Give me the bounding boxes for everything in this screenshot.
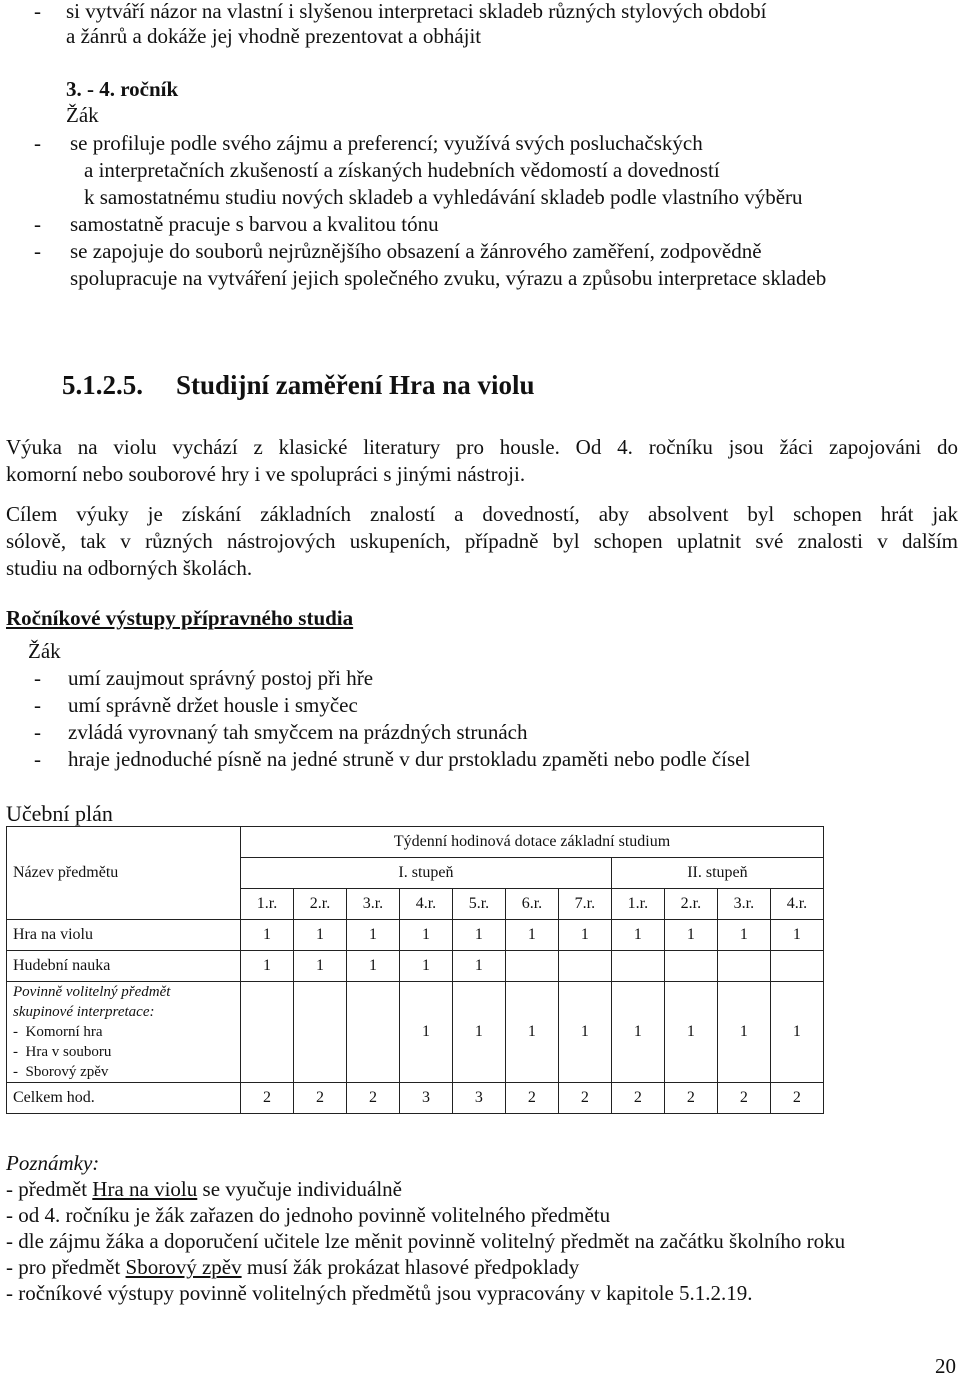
subject-header: Název předmětu xyxy=(13,864,119,881)
hours-cell xyxy=(241,982,294,1083)
hours-cell xyxy=(770,951,823,982)
hours-cell: 1 xyxy=(717,920,770,951)
total-cell: 2 xyxy=(505,1083,558,1114)
total-cell: 2 xyxy=(717,1083,770,1114)
note-text: - předmět xyxy=(6,1177,93,1201)
year-header: 3.r. xyxy=(346,889,399,920)
year-header: 4.r. xyxy=(399,889,452,920)
hours-cell: 1 xyxy=(717,982,770,1083)
list-dash: - xyxy=(34,212,41,236)
note-3: - dle zájmu žáka a doporučení učitele lze měnit povinně volitelný předmět na začátku školního roku xyxy=(6,1229,846,1253)
stage-1-header: I. stupeň xyxy=(241,858,612,889)
elective-option-label: Sborový zpěv xyxy=(25,1064,109,1080)
year-header: 4.r. xyxy=(770,889,823,920)
elective-option xyxy=(13,1022,238,1042)
outcome-3-line-1: se zapojuje do souborů nejrůznějšího obsazení a žánrového zaměření, zodpovědně xyxy=(70,239,762,263)
list-dash: - xyxy=(34,131,41,155)
outcome-3-line-2: spolupracuje na vytváření jejich společného zvuku, výrazu a způsobu interpretace skladeb xyxy=(70,266,827,290)
prep-title: Ročníkové výstupy přípravného studia xyxy=(6,606,354,630)
hours-cell: 1 xyxy=(558,920,611,951)
paragraph-2-line-1: Cílem výuky je získání základních znalostí a dovedností, aby absolvent byl schopen hrát jak xyxy=(6,502,958,526)
notes-title: Poznámky: xyxy=(6,1151,100,1175)
total-cell: 3 xyxy=(452,1083,505,1114)
list-dash: - xyxy=(34,747,41,771)
table-row xyxy=(7,920,824,951)
outcome-1-line-2: a interpretačních zkušeností a získaných hudebních vědomostí a dovedností xyxy=(84,158,720,182)
paragraph-2-line-3: studiu na odborných školách. xyxy=(6,556,253,580)
list-dash: - xyxy=(34,720,41,744)
hours-cell: 1 xyxy=(452,951,505,982)
hours-cell: 1 xyxy=(611,982,664,1083)
hours-cell: 1 xyxy=(452,920,505,951)
student-label: Žák xyxy=(66,103,99,127)
list-dash: - xyxy=(34,693,41,717)
year-header: 1.r. xyxy=(241,889,294,920)
total-label: Celkem hod. xyxy=(7,1083,241,1114)
intro-line-1: si vytváří názor na vlastní i slyšenou interpretaci skladeb různých stylových období xyxy=(66,0,767,23)
list-dash: - xyxy=(34,666,41,690)
total-cell: 2 xyxy=(558,1083,611,1114)
total-cell: 2 xyxy=(293,1083,346,1114)
year-header: 6.r. xyxy=(505,889,558,920)
year-header: 3.r. xyxy=(717,889,770,920)
hours-cell: 1 xyxy=(241,951,294,982)
hours-cell: 1 xyxy=(770,982,823,1083)
subject-name: Hra na violu xyxy=(7,920,241,951)
hours-cell xyxy=(611,951,664,982)
page-number: 20 xyxy=(935,1354,956,1378)
outcome-2: samostatně pracuje s barvou a kvalitou tónu xyxy=(70,212,439,236)
total-cell: 2 xyxy=(241,1083,294,1114)
stage-2-header: II. stupeň xyxy=(611,858,823,889)
hours-cell xyxy=(664,951,717,982)
elective-line: Povinně volitelný předmět xyxy=(13,984,171,1000)
hours-cell: 1 xyxy=(399,920,452,951)
paragraph-1-line-1: Výuka na violu vychází z klasické literatury pro housle. Od 4. ročníku jsou žáci zapojováni do xyxy=(6,435,958,459)
hours-cell: 1 xyxy=(293,920,346,951)
table-row xyxy=(7,951,824,982)
hours-cell: 1 xyxy=(293,951,346,982)
hours-cell: 1 xyxy=(505,920,558,951)
prep-item: umí správně držet housle i smyčec xyxy=(68,693,358,717)
hours-cell: 1 xyxy=(558,982,611,1083)
elective-subject xyxy=(7,982,241,1083)
plan-title: Učební plán xyxy=(6,801,113,826)
list-dash: - xyxy=(13,1064,26,1080)
hours-cell xyxy=(505,951,558,982)
elective-option xyxy=(13,1062,238,1082)
subject-header-cell xyxy=(7,827,241,920)
hours-cell: 1 xyxy=(664,982,717,1083)
year-header: 5.r. xyxy=(452,889,505,920)
paragraph-1-line-2: komorní nebo souborové hry i ve spolupráci s jinými nástroji. xyxy=(6,462,526,486)
hours-cell: 1 xyxy=(241,920,294,951)
year-header: 7.r. xyxy=(558,889,611,920)
prep-item: umí zaujmout správný postoj při hře xyxy=(68,666,374,690)
note-1 xyxy=(6,1176,402,1202)
intro-line-2: a žánrů a dokáže jej vhodně prezentovat a obhájit xyxy=(66,24,482,48)
total-cell: 2 xyxy=(611,1083,664,1114)
hours-cell: 1 xyxy=(399,982,452,1083)
year-header: 1.r. xyxy=(611,889,664,920)
note-text: musí žák prokázat hlasové předpoklady xyxy=(241,1255,580,1279)
elective-line: skupinové interpretace: xyxy=(13,1004,155,1020)
total-cell: 2 xyxy=(346,1083,399,1114)
note-text: se vyučuje individuálně xyxy=(197,1177,402,1201)
hours-cell: 1 xyxy=(770,920,823,951)
list-dash: - xyxy=(13,1044,26,1060)
year-header: 2.r. xyxy=(664,889,717,920)
total-cell: 3 xyxy=(399,1083,452,1114)
hours-cell xyxy=(293,982,346,1083)
hours-cell: 1 xyxy=(346,920,399,951)
section-number: 5.1.2.5. xyxy=(62,370,143,400)
elective-option xyxy=(13,1042,238,1062)
hours-cell: 1 xyxy=(399,951,452,982)
prep-item: hraje jednoduché písně na jedné struně v dur prstokladu zpaměti nebo podle čísel xyxy=(68,747,751,771)
weekly-header: Týdenní hodinová dotace základní studium xyxy=(241,827,824,858)
elective-option-label: Komorní hra xyxy=(25,1024,103,1040)
note-4 xyxy=(6,1254,579,1280)
section-title: Studijní zaměření Hra na violu xyxy=(176,370,535,400)
study-plan-table xyxy=(6,826,824,1114)
table-row xyxy=(7,982,824,1083)
prep-item: zvládá vyrovnaný tah smyčcem na prázdných strunách xyxy=(68,720,528,744)
total-cell: 2 xyxy=(770,1083,823,1114)
outcome-1-line-1: se profiluje podle svého zájmu a preferencí; využívá svých posluchačských xyxy=(70,131,703,155)
hours-cell: 1 xyxy=(346,951,399,982)
note-2: - od 4. ročníku je žák zařazen do jednoho povinně volitelného předmětu xyxy=(6,1203,611,1227)
hours-cell xyxy=(558,951,611,982)
student-label: Žák xyxy=(28,639,61,663)
list-dash: - xyxy=(34,0,41,23)
note-text: - pro předmět xyxy=(6,1255,126,1279)
hours-cell: 1 xyxy=(452,982,505,1083)
hours-cell xyxy=(717,951,770,982)
paragraph-2-line-2: sólově, tak v různých nástrojových uskupeních, případně byl schopen uplatnit své znalosti v dalším xyxy=(6,529,958,553)
subject-reference: Sborový zpěv xyxy=(125,1255,242,1279)
total-cell: 2 xyxy=(664,1083,717,1114)
subject-name: Hudební nauka xyxy=(7,951,241,982)
elective-option-label: Hra v souboru xyxy=(25,1044,112,1060)
subject-reference: Hra na violu xyxy=(92,1177,198,1201)
table-row xyxy=(7,1083,824,1114)
year-header: 2.r. xyxy=(293,889,346,920)
outcome-1-line-3: k samostatnému studiu nových skladeb a vyhledávání skladeb podle vlastního výběru xyxy=(84,185,803,209)
hours-cell: 1 xyxy=(505,982,558,1083)
grade-title: 3. - 4. ročník xyxy=(66,77,179,101)
hours-cell: 1 xyxy=(664,920,717,951)
hours-cell xyxy=(346,982,399,1083)
list-dash: - xyxy=(13,1024,26,1040)
hours-cell: 1 xyxy=(611,920,664,951)
list-dash: - xyxy=(34,239,41,263)
note-5: - ročníkové výstupy povinně volitelných předmětů jsou vypracovány v kapitole 5.1.2.19. xyxy=(6,1281,753,1305)
